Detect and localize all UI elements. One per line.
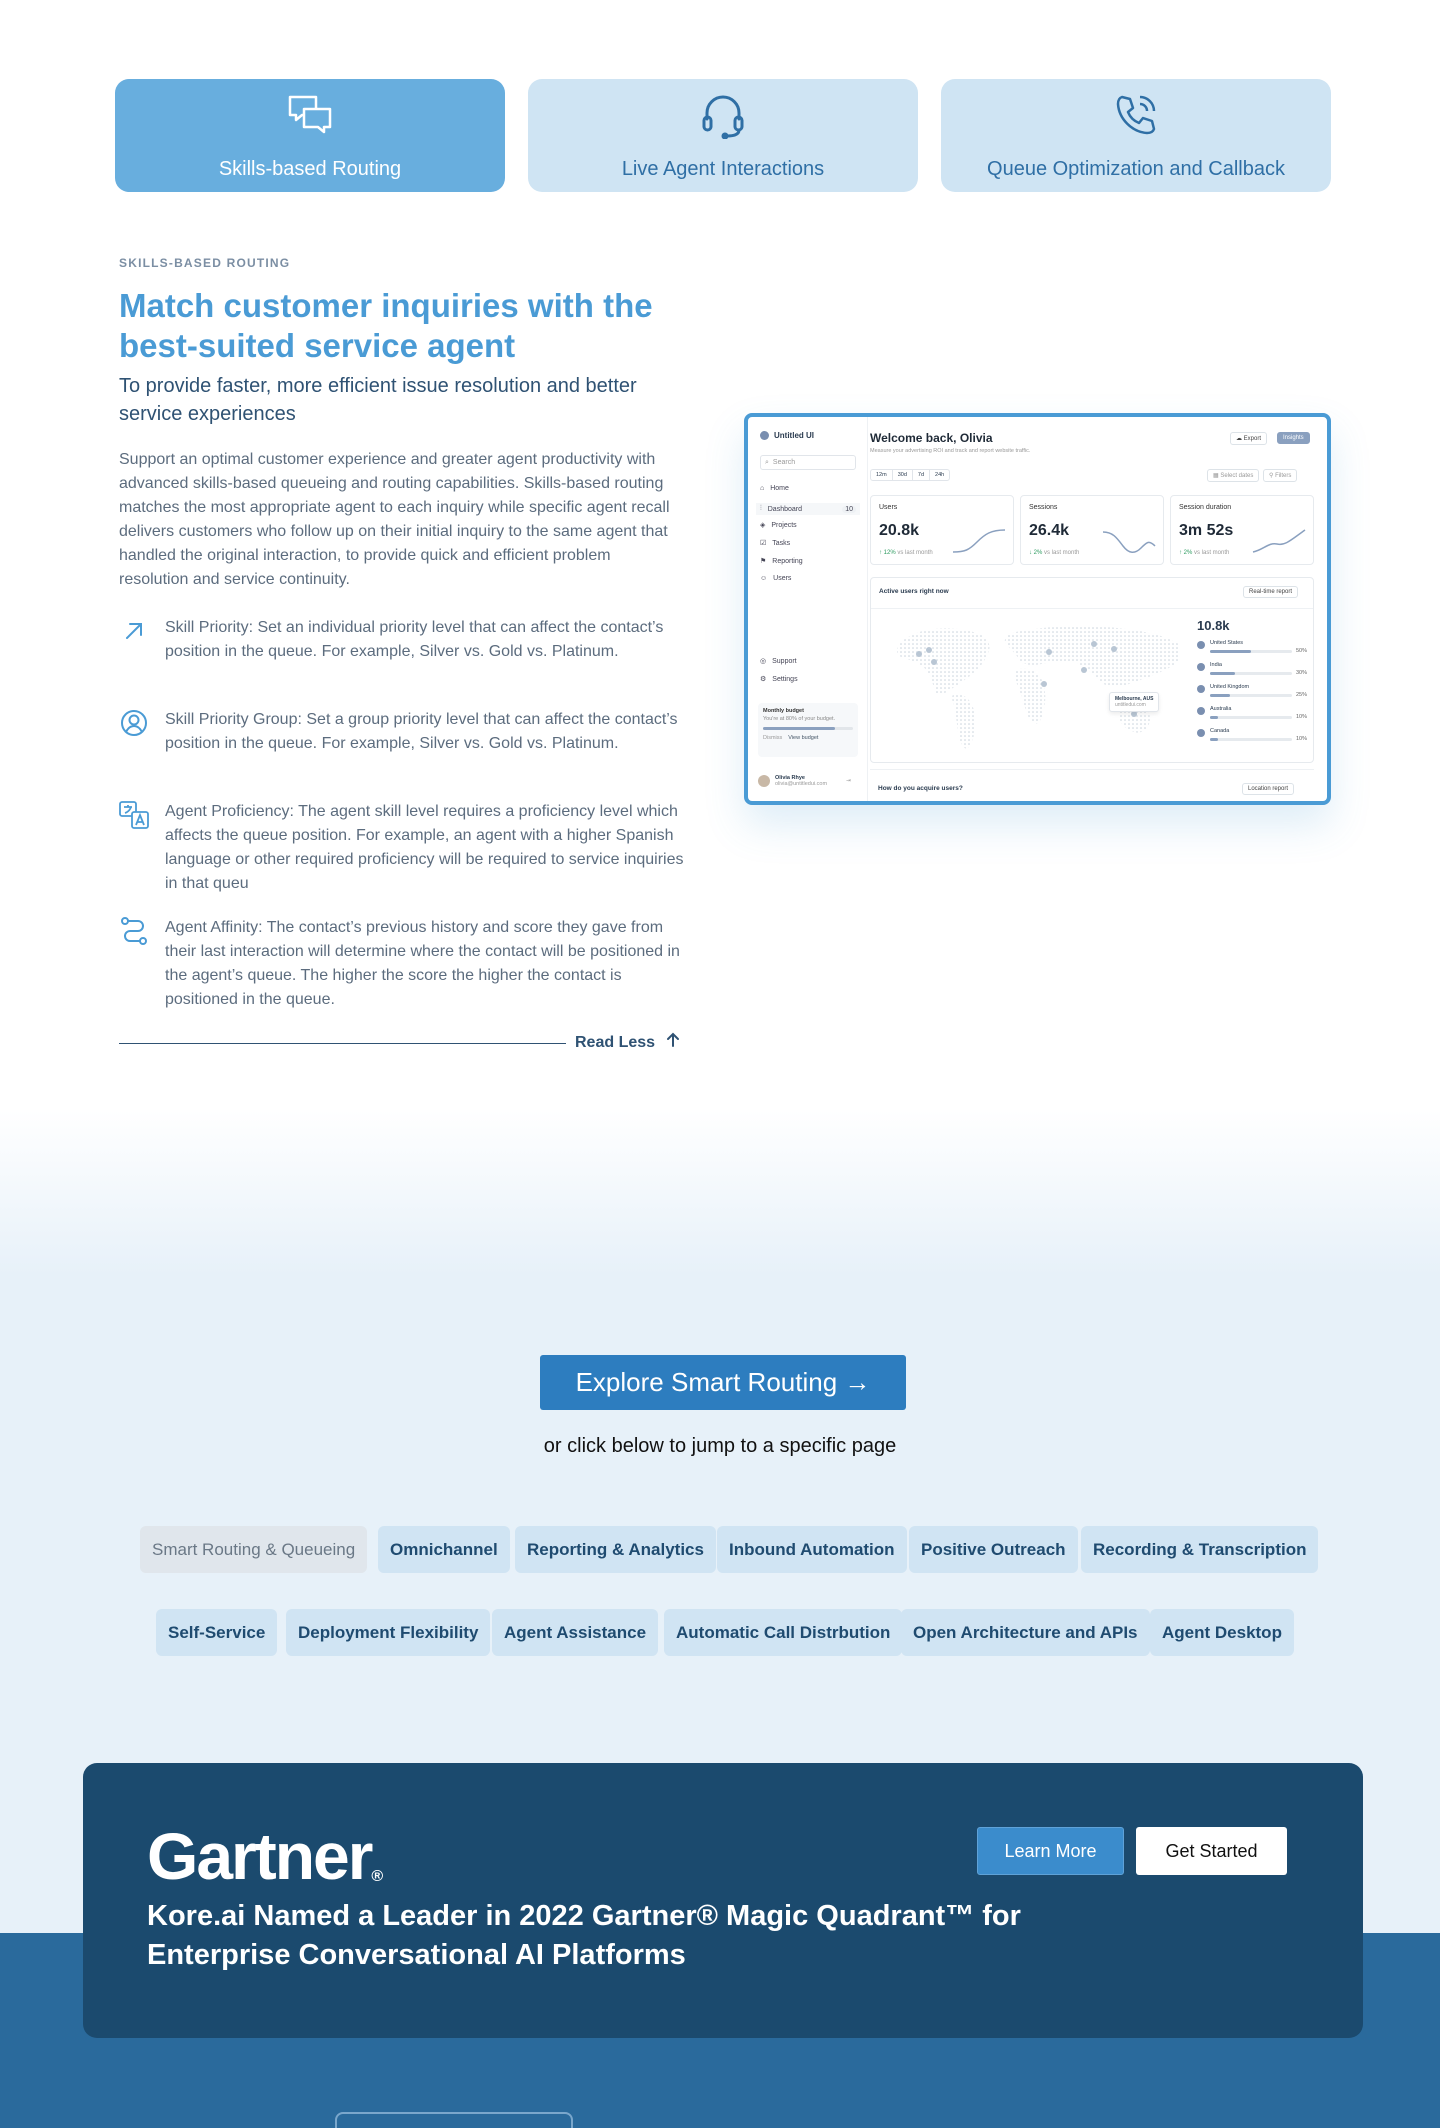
users-icon: ☺ — [760, 575, 768, 582]
phone-ringing-icon — [1112, 91, 1160, 144]
filters-button[interactable]: ⚲ Filters — [1263, 469, 1297, 482]
chart-icon: ⫶ — [760, 505, 762, 512]
map-tooltip: Melbourne, AUS untitledui.com — [1109, 692, 1159, 712]
search-icon: ⌕ — [765, 458, 769, 466]
welcome-title: Welcome back, Olivia — [870, 431, 993, 445]
country-row: United Kingdom 25% — [1197, 684, 1307, 706]
export-button[interactable]: ☁ Export — [1230, 432, 1267, 445]
avatar — [758, 775, 770, 787]
tab-label: Skills-based Routing — [218, 157, 402, 180]
arrow-up-icon: ↑ — [1179, 550, 1184, 556]
stat-card: Session duration 3m 52s ↑ 2% vs last month — [1170, 495, 1314, 565]
arrow-up-icon: ↑ — [879, 550, 884, 556]
sparkline — [1101, 526, 1157, 556]
chip-recording[interactable]: Recording & Transcription — [1081, 1526, 1318, 1573]
nav-item-settings[interactable]: ⚙ Settings — [760, 675, 798, 683]
gear-icon: ⚙ — [760, 676, 767, 683]
sparkline — [951, 526, 1007, 556]
chip-reporting[interactable]: Reporting & Analytics — [515, 1526, 716, 1573]
read-less-label: Read Less — [575, 1033, 656, 1051]
arrow-up-icon — [665, 1032, 681, 1053]
feature-item — [119, 916, 684, 1012]
nav-item-dashboard[interactable]: ⫶ Dashboard 10 — [756, 503, 860, 515]
arrow-down-icon: ↓ — [1029, 550, 1034, 556]
user-profile: Olivia Rhye olivia@untitledui.com ⇥ — [758, 775, 851, 787]
gartner-title: Kore.ai Named a Leader in 2022 Gartner® Magic Quadrant™ for Enterprise Conversational AI Platforms — [147, 1900, 1021, 1971]
brand-logo-icon — [760, 431, 769, 440]
chip-acd[interactable]: Automatic Call Distrbution — [664, 1609, 902, 1656]
insights-button[interactable]: Insights — [1277, 432, 1310, 444]
tab-label: Live Agent Interactions — [621, 157, 825, 180]
country-bar: 25% — [1210, 692, 1307, 698]
nav-badge: 10 — [842, 506, 856, 513]
tab-queue-optimization[interactable] — [941, 79, 1331, 192]
view-budget-link[interactable]: View budget — [788, 735, 819, 741]
feature-item — [119, 708, 684, 756]
country-bar: 10% — [1210, 736, 1307, 742]
dashboard-screenshot — [744, 413, 1331, 805]
support-icon: ◎ — [760, 658, 767, 665]
chip-inbound-automation[interactable]: Inbound Automation — [717, 1526, 907, 1573]
flag-icon — [1197, 641, 1205, 649]
budget-progress — [763, 727, 853, 730]
section-eyebrow: SKILLS-BASED ROUTING — [119, 256, 291, 270]
route-icon — [119, 916, 149, 946]
country-list — [1197, 640, 1307, 750]
chip-agent-assistance[interactable]: Agent Assistance — [492, 1609, 658, 1656]
range-option[interactable]: 12m — [871, 470, 893, 480]
arrow-up-right-icon — [119, 616, 149, 646]
section-body: Support an optimal customer experience and greater agent productivity with advanced skills-based queueing and routing capabilities. Skills-based routing matches the most appropriate agent to each inquiry while specific agent recall delivers customers who follow up on their initial inquiry to the same agent that handled the original interaction, to provide quick and efficient problem resolution and service continuity. — [119, 451, 670, 588]
stat-card: Sessions 26.4k ↓ 2% vs last month — [1020, 495, 1164, 565]
nav-item-reporting[interactable]: ⚑ Reporting — [760, 557, 803, 565]
dashboard-main — [870, 417, 1327, 801]
flag-icon — [1197, 707, 1205, 715]
chat-bubbles-icon — [286, 91, 334, 144]
calendar-icon: ▦ — [1213, 473, 1221, 479]
learn-more-button[interactable]: Learn More — [977, 1827, 1124, 1875]
country-row: Canada 10% — [1197, 728, 1307, 750]
active-users-card: Active users right now Real-time report Melbourne, AUS untitledui.com 10.8k United States 50% India 30% United Kingdom 25% Australia 10% Canada 10% — [870, 577, 1314, 763]
stat-card: Users 20.8k ↑ 12% vs last month — [870, 495, 1014, 565]
chip-deployment[interactable]: Deployment Flexibility — [286, 1609, 490, 1656]
brand-name: Untitled UI — [774, 431, 814, 440]
nav-item-home[interactable]: ⌂ Home — [760, 485, 789, 492]
logout-icon[interactable]: ⇥ — [846, 778, 851, 784]
chip-agent-desktop[interactable]: Agent Desktop — [1150, 1609, 1294, 1656]
chip-smart-routing[interactable]: Smart Routing & Queueing — [140, 1526, 367, 1573]
range-option[interactable]: 30d — [893, 470, 913, 480]
translate-icon — [119, 800, 149, 830]
cloud-icon: ☁ — [1236, 436, 1244, 442]
nav-item-users[interactable]: ☺ Users — [760, 575, 792, 582]
flag-icon — [1197, 729, 1205, 737]
flag-icon — [1197, 663, 1205, 671]
tab-label: Queue Optimization and Callback — [987, 157, 1285, 180]
country-bar: 30% — [1210, 670, 1307, 676]
feature-text: Skill Priority: Set an individual priority level that can affect the contact’s position in the queue. For example, Silver vs. Gold vs. Platinum. — [165, 619, 664, 660]
feature-item — [119, 616, 684, 664]
nav-item-tasks[interactable]: ☑ Tasks — [760, 539, 791, 547]
nav-item-projects[interactable]: ◈ Projects — [760, 521, 797, 529]
range-option[interactable]: 7d — [913, 470, 930, 480]
gartner-logo: Gartner® — [147, 1819, 384, 1893]
chip-open-architecture[interactable]: Open Architecture and APIs — [901, 1609, 1150, 1656]
explore-subtext: or click below to jump to a specific page — [543, 1435, 897, 1457]
check-icon: ☑ — [760, 540, 767, 547]
acquire-title: How do you acquire users? — [878, 785, 963, 792]
tab-skills-based-routing[interactable] — [115, 79, 505, 192]
tab-live-agent-interactions[interactable] — [528, 79, 918, 192]
explore-smart-routing-button[interactable]: Explore Smart Routing → — [540, 1355, 906, 1410]
get-started-button[interactable]: Get Started — [1136, 1827, 1287, 1875]
realtime-report-button[interactable]: Real-time report — [1243, 586, 1298, 598]
filter-icon: ⚲ — [1269, 473, 1276, 479]
country-row: India 30% — [1197, 662, 1307, 684]
budget-card: Monthly budget You're at 80% of your budget. Dismiss View budget — [758, 703, 858, 757]
divider — [119, 1043, 566, 1044]
active-users-total: 10.8k — [1197, 618, 1230, 633]
user-circle-icon — [119, 708, 149, 738]
nav-item-support[interactable]: ◎ Support — [760, 657, 797, 665]
flag-icon: ⚑ — [760, 558, 767, 565]
read-less-button[interactable] — [575, 1032, 681, 1053]
section-subhead: To provide faster, more efficient issue resolution and better service experiences — [119, 375, 637, 425]
feature-text: Agent Proficiency: The agent skill level requires a proficiency level which affects the queue position. For example, an agent with a higher Spanish language or other required proficiency will be required to service inquiries in that queu — [165, 803, 684, 892]
country-row: Australia 10% — [1197, 706, 1307, 728]
country-row: United States 50% — [1197, 640, 1307, 662]
dashboard-sidebar — [748, 417, 868, 801]
chip-omnichannel[interactable]: Omnichannel — [378, 1526, 510, 1573]
feature-text: Agent Affinity: The contact’s previous history and score they gave from their last interaction will determine where the contact will be positioned in the agent’s queue. The higher the score the higher the contact is positioned in the queue. — [165, 919, 680, 1008]
chip-self-service[interactable]: Self-Service — [156, 1609, 277, 1656]
dashboard-search-input[interactable]: ⌕ Search — [760, 455, 856, 470]
headset-icon — [699, 91, 747, 144]
welcome-subtitle: Measure your advertising ROI and track and report website traffic. — [870, 448, 1031, 454]
range-option[interactable]: 24h — [935, 472, 945, 478]
home-icon: ⌂ — [760, 485, 765, 492]
country-bar: 50% — [1210, 648, 1307, 654]
world-map — [879, 614, 1179, 754]
dismiss-link[interactable]: Dismiss — [763, 735, 783, 741]
feature-text: Skill Priority Group: Set a group priority level that can affect the contact’s position in the queue. For example, Silver vs. Gold vs. Platinum. — [165, 711, 678, 752]
chip-positive-outreach[interactable]: Positive Outreach — [909, 1526, 1078, 1573]
layers-icon: ◈ — [760, 522, 766, 529]
bottom-tab-handle[interactable] — [335, 2112, 573, 2128]
feature-item — [119, 800, 684, 896]
sparkline — [1251, 526, 1307, 556]
section-headline: Match customer inquiries with the best-suited service agent — [119, 287, 653, 364]
select-dates-button[interactable]: ▦ Select dates — [1207, 469, 1259, 482]
flag-icon — [1197, 685, 1205, 693]
country-bar: 10% — [1210, 714, 1307, 720]
range-selector — [870, 469, 950, 481]
location-report-button[interactable]: Location report — [1242, 783, 1294, 795]
